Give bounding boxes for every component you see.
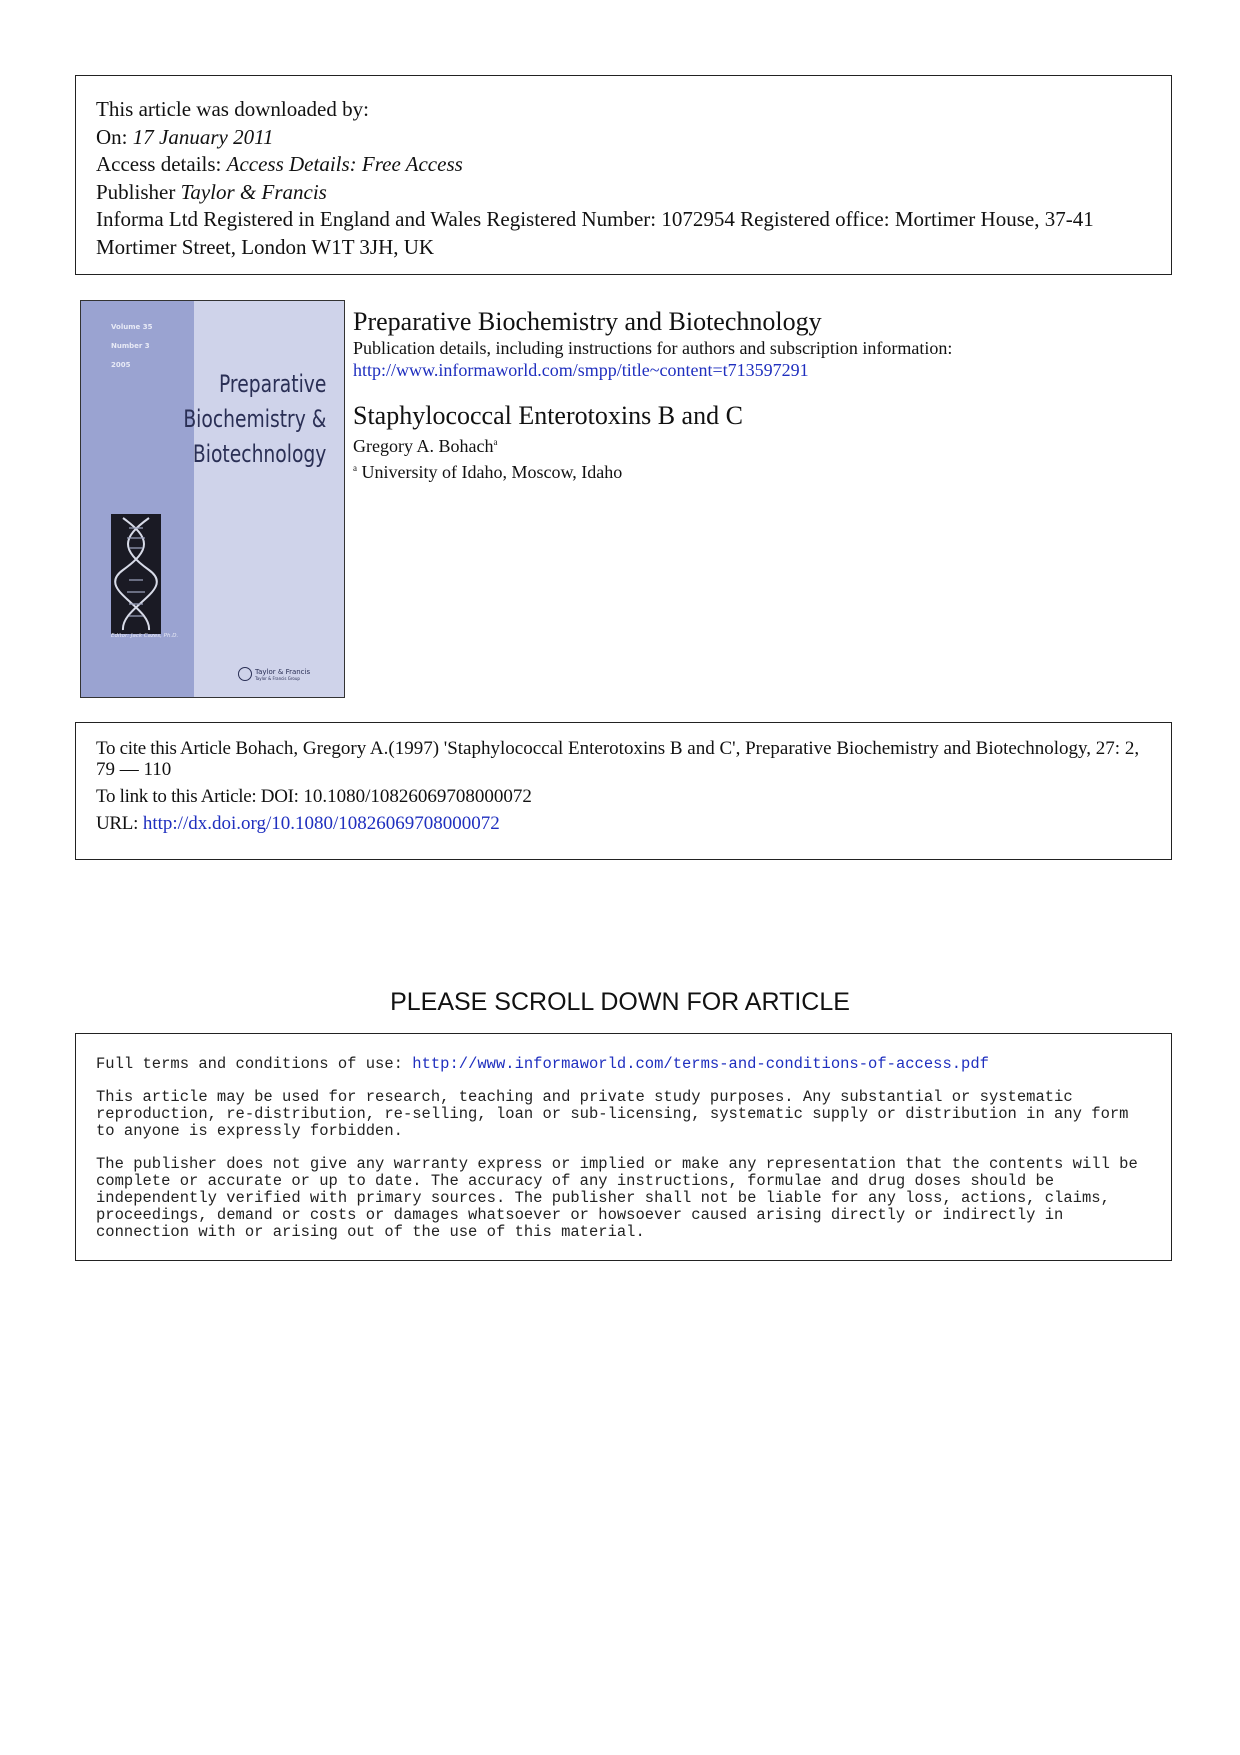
affiliation-line bbox=[353, 457, 1173, 483]
dna-helix-icon bbox=[111, 514, 161, 634]
download-info-box bbox=[75, 75, 1172, 275]
article-title: Staphylococcal Enterotoxins B and C bbox=[353, 401, 743, 430]
article-header bbox=[353, 307, 1173, 483]
terms-url-link[interactable]: http://www.informaworld.com/terms-and-conditions-of-access.pdf bbox=[412, 1055, 989, 1073]
cover-number: Number 3 bbox=[111, 342, 150, 350]
publisher-logo bbox=[238, 667, 310, 681]
publisher-logo-icon bbox=[238, 667, 252, 681]
cover-title-line: Biotechnology bbox=[192, 440, 326, 468]
cover-title-line: Biochemistry & bbox=[182, 405, 326, 433]
publisher-line bbox=[96, 179, 1151, 207]
cover-volume: Volume 35 bbox=[111, 323, 153, 331]
publisher-label: Publisher bbox=[96, 179, 176, 204]
terms-label: Full terms and conditions of use: bbox=[96, 1055, 403, 1073]
scroll-notice: PLEASE SCROLL DOWN FOR ARTICLE bbox=[390, 988, 850, 1016]
cover-title bbox=[183, 367, 326, 472]
access-details-line bbox=[96, 151, 1151, 179]
cover-year: 2005 bbox=[111, 361, 131, 369]
cite-label: To cite this Article bbox=[96, 738, 231, 759]
access-details-label: Access details: bbox=[96, 152, 222, 176]
journal-url-link[interactable]: http://www.informaworld.com/smpp/title~content=t713597291 bbox=[353, 360, 809, 380]
publisher-logo-subtext: Taylor & Francis Group bbox=[255, 675, 300, 681]
download-date-line bbox=[96, 124, 1151, 152]
cover-editor: Editor: Jack Cazes, Ph.D. bbox=[111, 633, 179, 639]
author-name: Gregory A. Bohach bbox=[353, 436, 494, 456]
journal-title: Preparative Biochemistry and Biotechnology bbox=[353, 307, 822, 336]
author-superscript: a bbox=[493, 437, 498, 447]
affiliation: University of Idaho, Moscow, Idaho bbox=[361, 462, 623, 482]
downloaded-by-line: This article was downloaded by: bbox=[96, 97, 369, 121]
publication-details: Publication details, including instructions for authors and subscription information: bbox=[353, 338, 953, 358]
citation-box bbox=[75, 722, 1172, 860]
publisher-name: Taylor & Francis bbox=[180, 179, 327, 204]
journal-cover-image bbox=[80, 300, 345, 698]
terms-box bbox=[75, 1033, 1172, 1261]
cover-title-line: Preparative bbox=[218, 370, 326, 398]
terms-line bbox=[96, 1056, 1151, 1073]
cite-text: Bohach, Gregory A.(1997) 'Staphylococcal Enterotoxins B and C', Preparative Biochemistry and Biotechnology, 27: 2, 79 — 110 bbox=[96, 738, 1140, 780]
doi-url-link[interactable]: http://dx.doi.org/10.1080/10826069708000072 bbox=[142, 813, 500, 834]
download-date: 17 January 2011 bbox=[132, 124, 274, 149]
url-label: URL: bbox=[96, 813, 139, 834]
affiliation-superscript: a bbox=[353, 463, 357, 473]
download-date-label: On: bbox=[96, 124, 128, 149]
terms-paragraph-warranty: The publisher does not give any warranty express or implied or make any representation that the contents will be complete or accurate or up to date. The accuracy of any instructions, formulae and drug doses should be independently verified with primary sources. The publisher shall not be liable for any loss, actions, claims, proceedings, demand or costs or damages whatsoever or howsoever caused arising directly or indirectly in connection with or arising out of the use of this material. bbox=[96, 1155, 1138, 1241]
doi-value: 10.1080/10826069708000072 bbox=[303, 786, 532, 807]
publisher-logo-text: Taylor & Francis bbox=[255, 667, 311, 676]
url-line bbox=[96, 813, 1151, 834]
access-details-value: Access Details: Free Access bbox=[226, 152, 463, 176]
doi-line bbox=[96, 786, 1151, 807]
cite-line bbox=[96, 738, 1151, 780]
doi-label: To link to this Article: DOI: bbox=[96, 786, 299, 807]
terms-paragraph-usage: This article may be used for research, teaching and private study purposes. Any substantial or systematic reproduction, re-distribution, re-selling, loan or sub-licensing, systematic supply or distribution in any form to anyone is expressly forbidden. bbox=[96, 1088, 1129, 1140]
registered-office: Informa Ltd Registered in England and Wales Registered Number: 1072954 Registered office: Mortimer House, 37-41 Mortimer Street, London W1T 3JH, UK bbox=[96, 207, 1094, 259]
author-line bbox=[353, 431, 1173, 457]
